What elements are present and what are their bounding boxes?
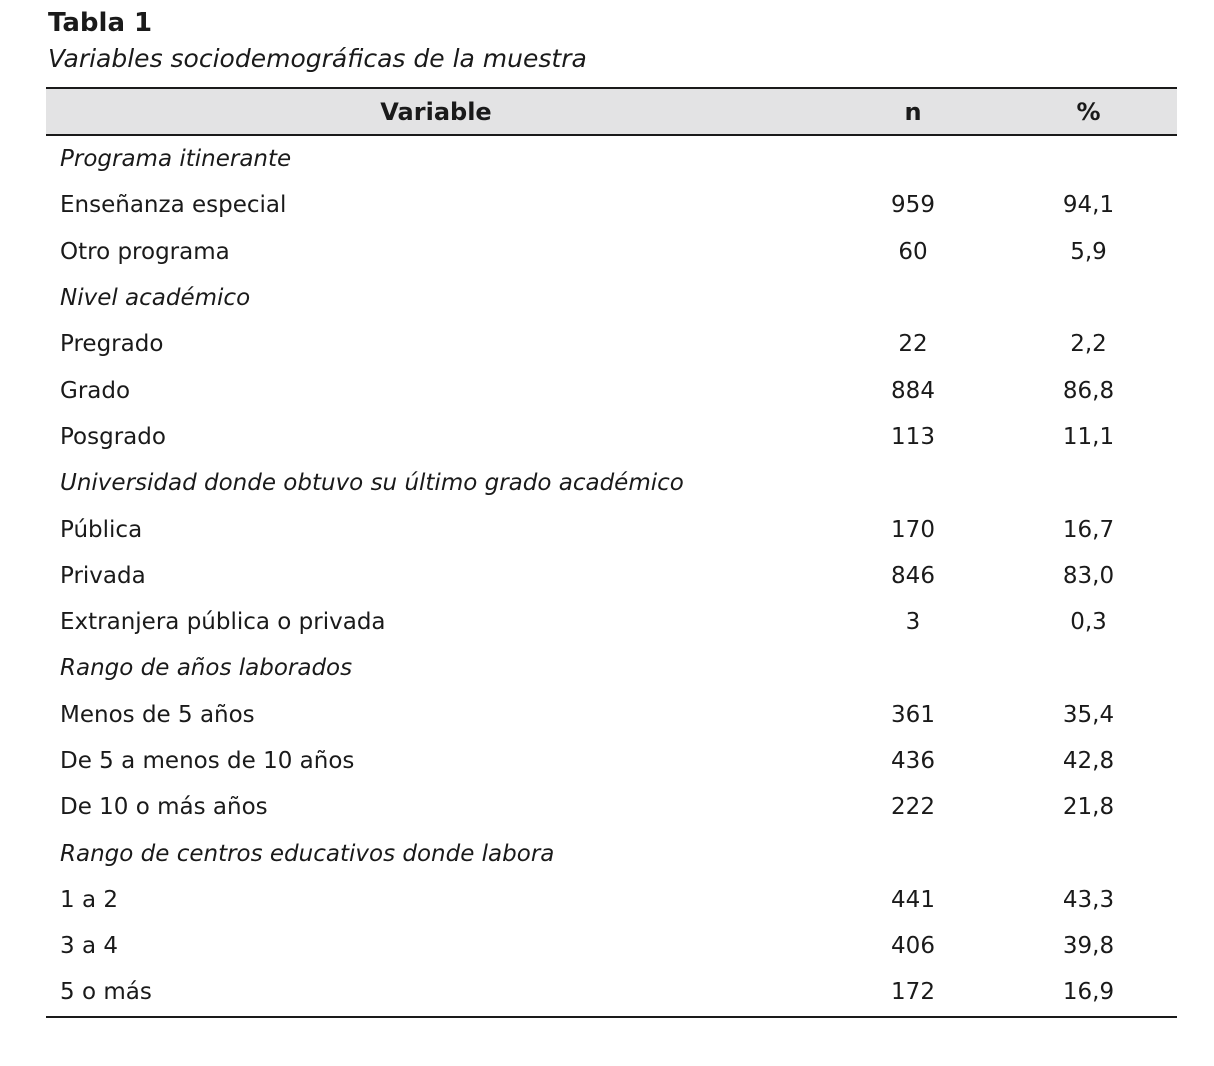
n-value — [826, 830, 1000, 876]
section-row — [46, 135, 1177, 182]
variable-label: Grado — [60, 377, 131, 404]
pct-value: 16,7 — [1062, 516, 1115, 543]
variable-label: Posgrado — [60, 423, 166, 450]
table-row — [46, 877, 1177, 923]
n-value: 172 — [826, 969, 1000, 1016]
n-value: 113 — [891, 423, 935, 450]
pct-value: 42,8 — [1062, 748, 1115, 774]
table-row — [46, 229, 1177, 275]
section-row — [46, 275, 1177, 321]
section-label: Universidad donde obtuvo su último grado académico — [60, 470, 684, 497]
table-row — [46, 784, 1177, 830]
n-value: 441 — [891, 886, 935, 913]
section-label: Rango de años laborados — [60, 655, 353, 682]
pct-value: 2,2 — [1070, 331, 1107, 358]
variable-label: De 10 o más años — [60, 794, 268, 821]
table-row — [46, 506, 1177, 552]
section-label: Programa itinerante — [60, 146, 292, 173]
n-value — [826, 645, 1000, 691]
n-value: 222 — [891, 794, 935, 821]
n-value: 361 — [891, 701, 935, 728]
table-body — [46, 135, 1177, 1017]
table-row — [46, 692, 1177, 738]
table-row — [46, 321, 1177, 367]
variable-label: Otro programa — [60, 238, 230, 265]
pct-value: 21,8 — [1062, 794, 1115, 821]
variable-label: 1 a 2 — [60, 886, 118, 913]
variable-label: Pública — [60, 516, 143, 543]
section-row — [46, 460, 1177, 506]
pct-value: 94,1 — [1062, 192, 1115, 219]
section-row — [46, 830, 1177, 876]
pct-value — [1000, 135, 1177, 182]
pct-value: 11,1 — [1062, 423, 1115, 450]
pct-value: 16,9 — [1000, 969, 1177, 1016]
n-value — [826, 135, 1000, 182]
pct-value — [1000, 645, 1177, 691]
pct-value: 35,4 — [1062, 701, 1115, 728]
pct-value — [1000, 460, 1177, 506]
variable-label: 5 o más — [46, 969, 826, 1016]
table-row — [46, 367, 1177, 413]
section-row — [46, 645, 1177, 691]
n-value: 3 — [905, 609, 921, 636]
n-value: 406 — [891, 933, 935, 960]
pct-value — [1000, 830, 1177, 876]
section-label: Nivel académico — [60, 285, 251, 312]
n-value — [826, 275, 1000, 321]
table-row — [46, 182, 1177, 228]
variable-label: Privada — [60, 562, 146, 589]
n-value: 22 — [898, 331, 928, 358]
table-row — [46, 553, 1177, 599]
pct-value: 83,0 — [1062, 562, 1115, 589]
variable-label: Pregrado — [60, 331, 164, 358]
variable-label: Menos de 5 años — [60, 701, 255, 728]
pct-value: 86,8 — [1062, 377, 1115, 404]
pct-value: 5,9 — [1070, 238, 1107, 265]
pct-value — [1000, 275, 1177, 321]
table-label: Tabla 1 — [48, 8, 153, 38]
n-value: 884 — [891, 377, 935, 404]
variable-label: De 5 a menos de 10 años — [60, 748, 355, 774]
n-value: 959 — [891, 192, 935, 219]
table-row — [46, 738, 1177, 784]
header-pct: % — [1000, 88, 1177, 135]
header-row — [46, 88, 1177, 135]
header-n: n — [826, 88, 1000, 135]
variable-label: Extranjera pública o privada — [60, 609, 386, 636]
table-row — [46, 923, 1177, 969]
table-header — [46, 88, 1177, 135]
n-value: 170 — [891, 516, 935, 543]
header-variable: Variable — [46, 88, 826, 135]
n-value: 846 — [891, 562, 935, 589]
section-label: Rango de centros educativos donde labora — [60, 840, 555, 867]
pct-value: 39,8 — [1062, 933, 1115, 960]
pct-value: 0,3 — [1070, 609, 1107, 636]
table-row — [46, 969, 1177, 1016]
n-value — [826, 460, 1000, 506]
table-row — [46, 599, 1177, 645]
pct-value: 43,3 — [1062, 886, 1115, 913]
n-value: 60 — [898, 238, 928, 265]
data-table — [46, 87, 1177, 1018]
table-caption: Variables sociodemográficas de la muestra — [48, 44, 587, 73]
n-value: 436 — [891, 748, 935, 774]
variable-label: Enseñanza especial — [60, 192, 287, 219]
variable-label: 3 a 4 — [60, 933, 118, 960]
table-row — [46, 414, 1177, 460]
